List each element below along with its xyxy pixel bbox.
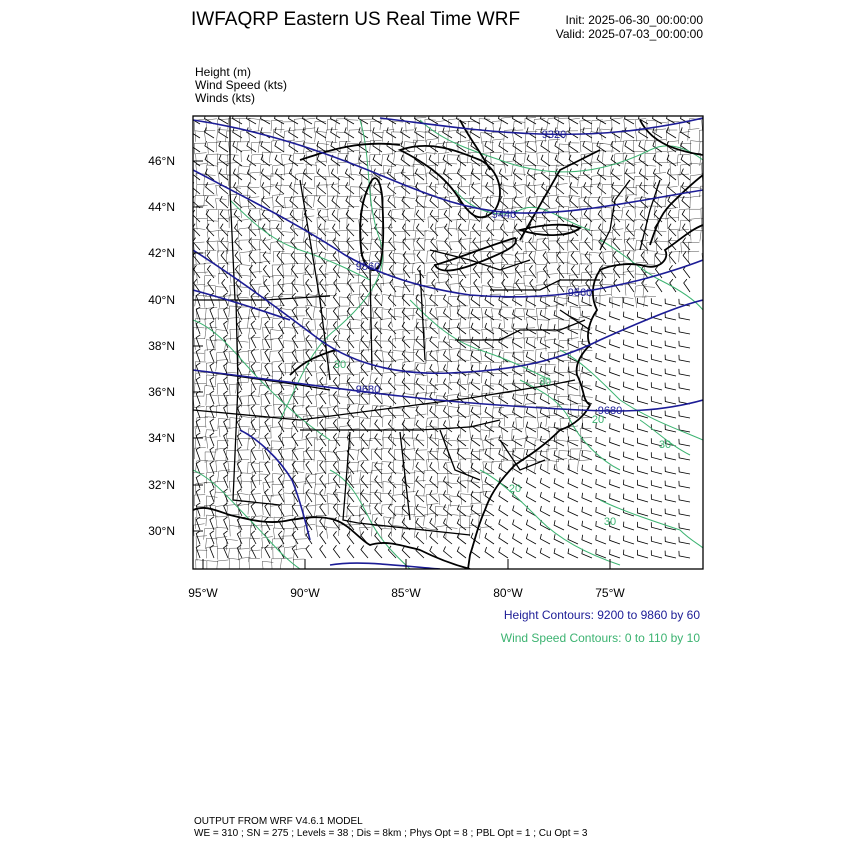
lat-tick-label: 44°N	[148, 200, 175, 214]
height-contour-label: 9560	[567, 287, 593, 299]
height-contour-label: 9680	[355, 384, 381, 396]
model-info-line2: WE = 310 ; SN = 275 ; Levels = 38 ; Dis = 8km ; Phys Opt = 8 ; PBL Opt = 1 ; Cu Opt = 3	[194, 828, 588, 839]
chart-title: IWFAQRP Eastern US Real Time WRF	[191, 9, 521, 30]
height-contour-label: 9440	[491, 209, 517, 221]
height-contour-label: 9680	[597, 405, 623, 417]
lat-tick-label: 38°N	[148, 339, 175, 353]
wind-contour-label: 30	[603, 516, 617, 528]
lat-tick-label: 40°N	[148, 293, 175, 307]
lat-tick-label: 36°N	[148, 385, 175, 399]
wind-contour-label: 30	[538, 376, 552, 388]
wind-contour-label: 20	[508, 483, 522, 495]
wind-speed-contours-legend: Wind Speed Contours: 0 to 110 by 10	[500, 631, 700, 645]
model-info-line1: OUTPUT FROM WRF V4.6.1 MODEL	[194, 816, 363, 827]
wind-contour-label: 20	[591, 414, 605, 426]
lat-tick-label: 42°N	[148, 246, 175, 260]
init-time: Init: 2025-06-30_00:00:00	[565, 13, 703, 27]
lat-tick-label: 46°N	[148, 154, 175, 168]
height-contours-legend: Height Contours: 9200 to 9860 by 60	[503, 608, 700, 622]
lat-tick-label: 32°N	[148, 478, 175, 492]
field-winds-label: Winds (kts)	[195, 91, 255, 105]
wind-contour-label: 30	[658, 439, 672, 451]
lat-tick-label: 30°N	[148, 524, 175, 538]
lon-tick-label: 75°W	[595, 586, 625, 600]
wind-contour-label: 30	[333, 359, 347, 371]
height-contour-label: 9560	[355, 261, 381, 273]
height-contour-label: 9320	[541, 129, 567, 141]
lon-tick-label: 95°W	[188, 586, 218, 600]
lat-tick-label: 34°N	[148, 431, 175, 445]
lon-tick-label: 80°W	[493, 586, 523, 600]
valid-time: Valid: 2025-07-03_00:00:00	[555, 27, 703, 41]
lon-tick-label: 90°W	[290, 586, 320, 600]
county-border-segment	[702, 240, 713, 251]
lon-tick-label: 85°W	[391, 586, 421, 600]
field-wind-speed-label: Wind Speed (kts)	[195, 78, 288, 92]
field-height-label: Height (m)	[195, 65, 252, 79]
county-border-segment	[703, 196, 714, 207]
